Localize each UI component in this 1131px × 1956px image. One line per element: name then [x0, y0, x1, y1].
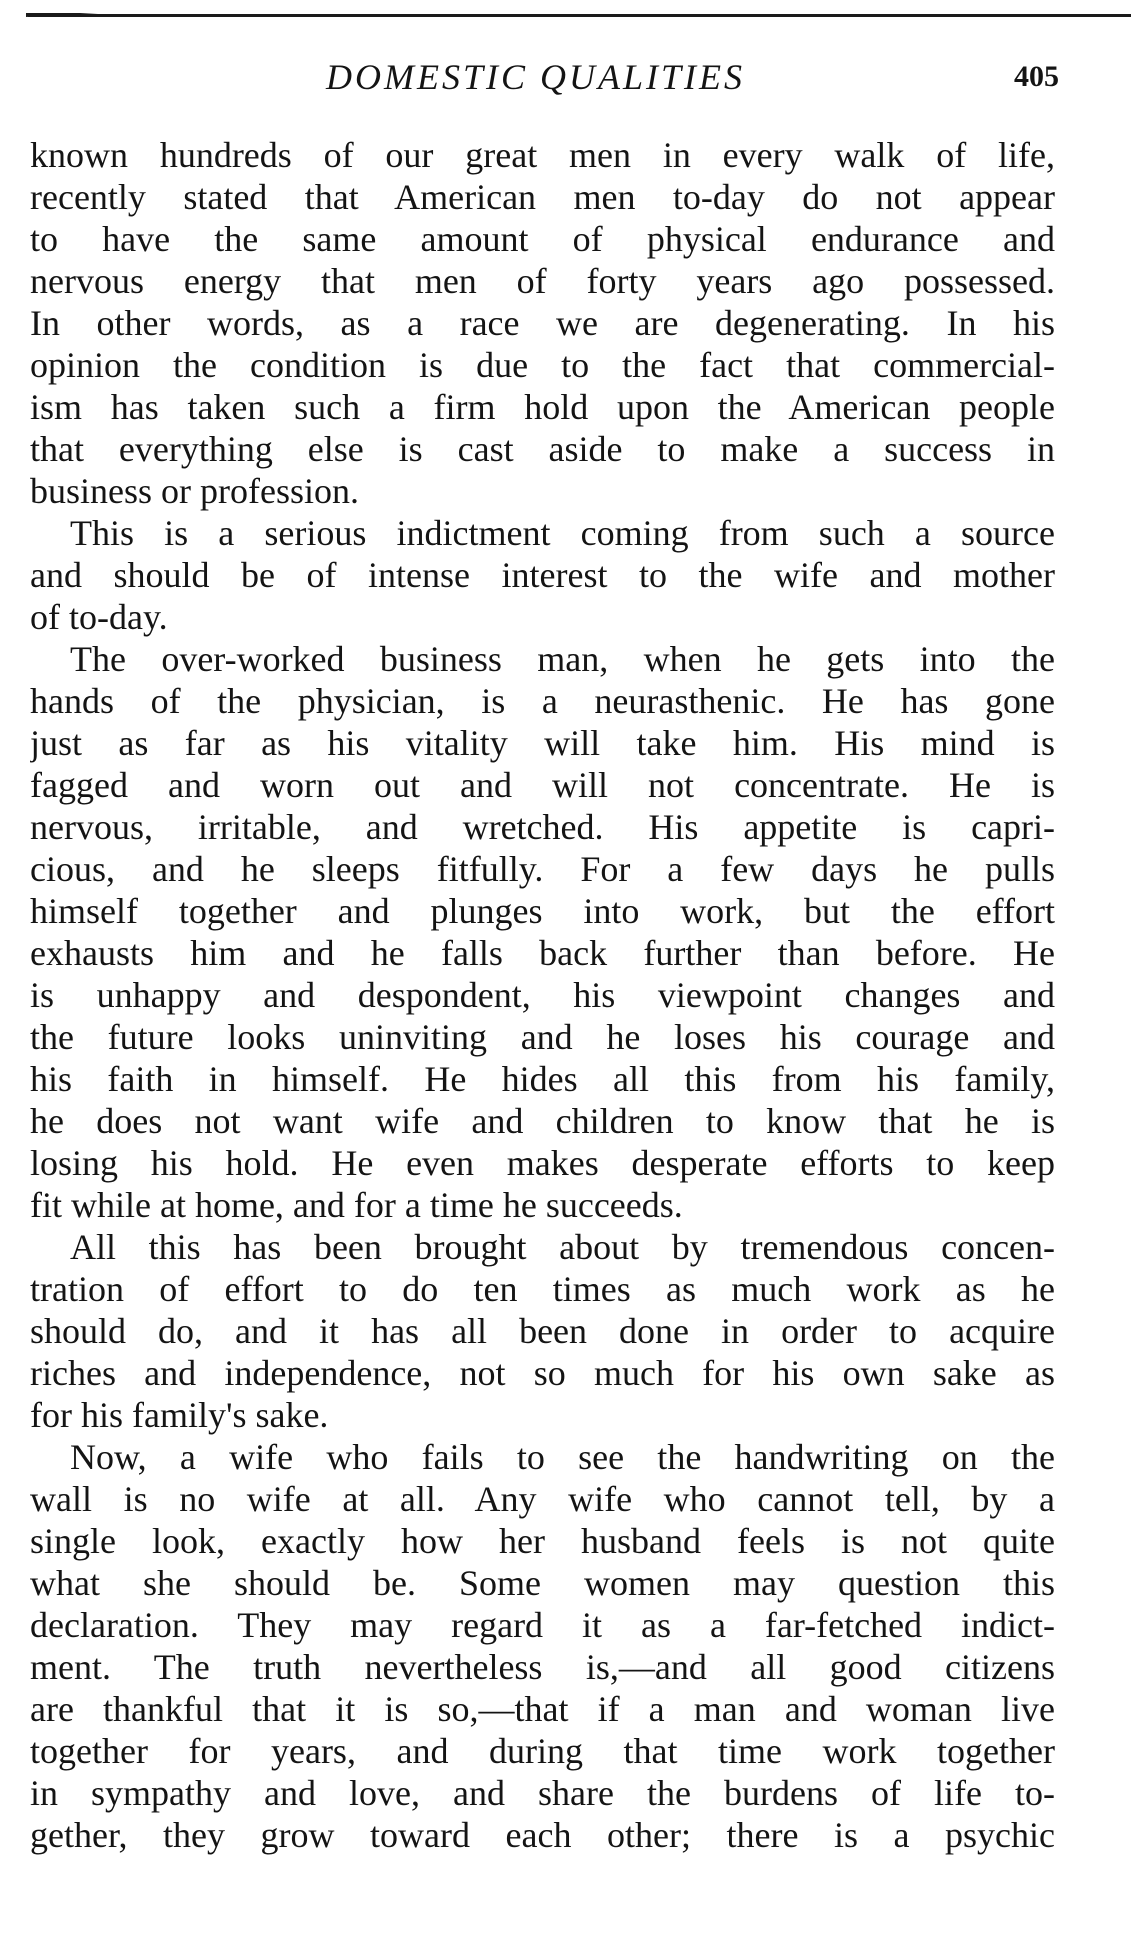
text-line: his faith in himself. He hides all this from his family, [30, 1059, 1055, 1099]
header-rule-ornament [26, 13, 98, 31]
text-line: exhausts him and he falls back further than before. He [30, 933, 1055, 973]
text-line: gether, they grow toward each other; there is a psychic [30, 1815, 1055, 1855]
text-line: to have the same amount of physical endurance and [30, 219, 1055, 259]
text-line: All this has been brought about by tremendous concen- [70, 1227, 1055, 1267]
text-line: business or profession. [30, 471, 359, 511]
text-line: opinion the condition is due to the fact that commercial- [30, 345, 1055, 385]
text-line: single look, exactly how her husband feels is not quite [30, 1521, 1055, 1561]
text-line: for his family's sake. [30, 1395, 329, 1435]
text-line: In other words, as a race we are degenerating. In his [30, 303, 1055, 343]
paragraph [30, 512, 1055, 638]
paragraph [30, 1436, 1055, 1856]
text-line: riches and independence, not so much for his own sake as [30, 1353, 1055, 1393]
text-line: just as far as his vitality will take him. His mind is [30, 723, 1055, 763]
text-line: fagged and worn out and will not concentrate. He is [30, 765, 1055, 805]
text-line: fit while at home, and for a time he succeeds. [30, 1185, 683, 1225]
text-line: recently stated that American men to-day do not appear [30, 177, 1055, 217]
text-line: himself together and plunges into work, but the effort [30, 891, 1055, 931]
text-line: tration of effort to do ten times as much work as he [30, 1269, 1055, 1309]
text-line: ism has taken such a firm hold upon the American people [30, 387, 1055, 427]
text-line: together for years, and during that time work together [30, 1731, 1055, 1771]
text-line: nervous, irritable, and wretched. His appetite is capri- [30, 807, 1055, 847]
text-line: losing his hold. He even makes desperate efforts to keep [30, 1143, 1055, 1183]
text-line: and should be of intense interest to the wife and mother [30, 555, 1055, 595]
text-line: known hundreds of our great men in every walk of life, [30, 135, 1055, 175]
text-line: he does not want wife and children to know that he is [30, 1101, 1055, 1141]
text-line: hands of the physician, is a neurasthenic. He has gone [30, 681, 1055, 721]
text-line: in sympathy and love, and share the burdens of life to- [30, 1773, 1055, 1813]
text-line: are thankful that it is so,—that if a man and woman live [30, 1689, 1055, 1729]
text-line: wall is no wife at all. Any wife who cannot tell, by a [30, 1479, 1055, 1519]
text-line: nervous energy that men of forty years ago possessed. [30, 261, 1055, 301]
text-line: The over-worked business man, when he gets into the [70, 639, 1055, 679]
text-line: what she should be. Some women may question this [30, 1563, 1055, 1603]
paragraph [30, 1226, 1055, 1436]
text-line: is unhappy and despondent, his viewpoint changes and [30, 975, 1055, 1015]
text-line: the future looks uninviting and he loses his courage and [30, 1017, 1055, 1057]
text-line: that everything else is cast aside to make a success in [30, 429, 1055, 469]
text-line: ment. The truth nevertheless is,—and all good citizens [30, 1647, 1055, 1687]
page-number: 405 [1014, 60, 1059, 93]
text-line: Now, a wife who fails to see the handwriting on the [70, 1437, 1055, 1477]
running-title: DOMESTIC QUALITIES [326, 57, 745, 97]
text-line: cious, and he sleeps fitfully. For a few days he pulls [30, 849, 1055, 889]
text-line: This is a serious indictment coming from such a source [70, 513, 1055, 553]
paragraph [30, 134, 1055, 512]
paragraph [30, 638, 1055, 1226]
text-line: of to-day. [30, 597, 168, 637]
header-rule [28, 14, 1131, 17]
text-line: should do, and it has all been done in order to acquire [30, 1311, 1055, 1351]
text-line: declaration. They may regard it as a far-fetched indict- [30, 1605, 1055, 1645]
running-head [0, 52, 1131, 102]
body-text [30, 134, 1055, 1856]
